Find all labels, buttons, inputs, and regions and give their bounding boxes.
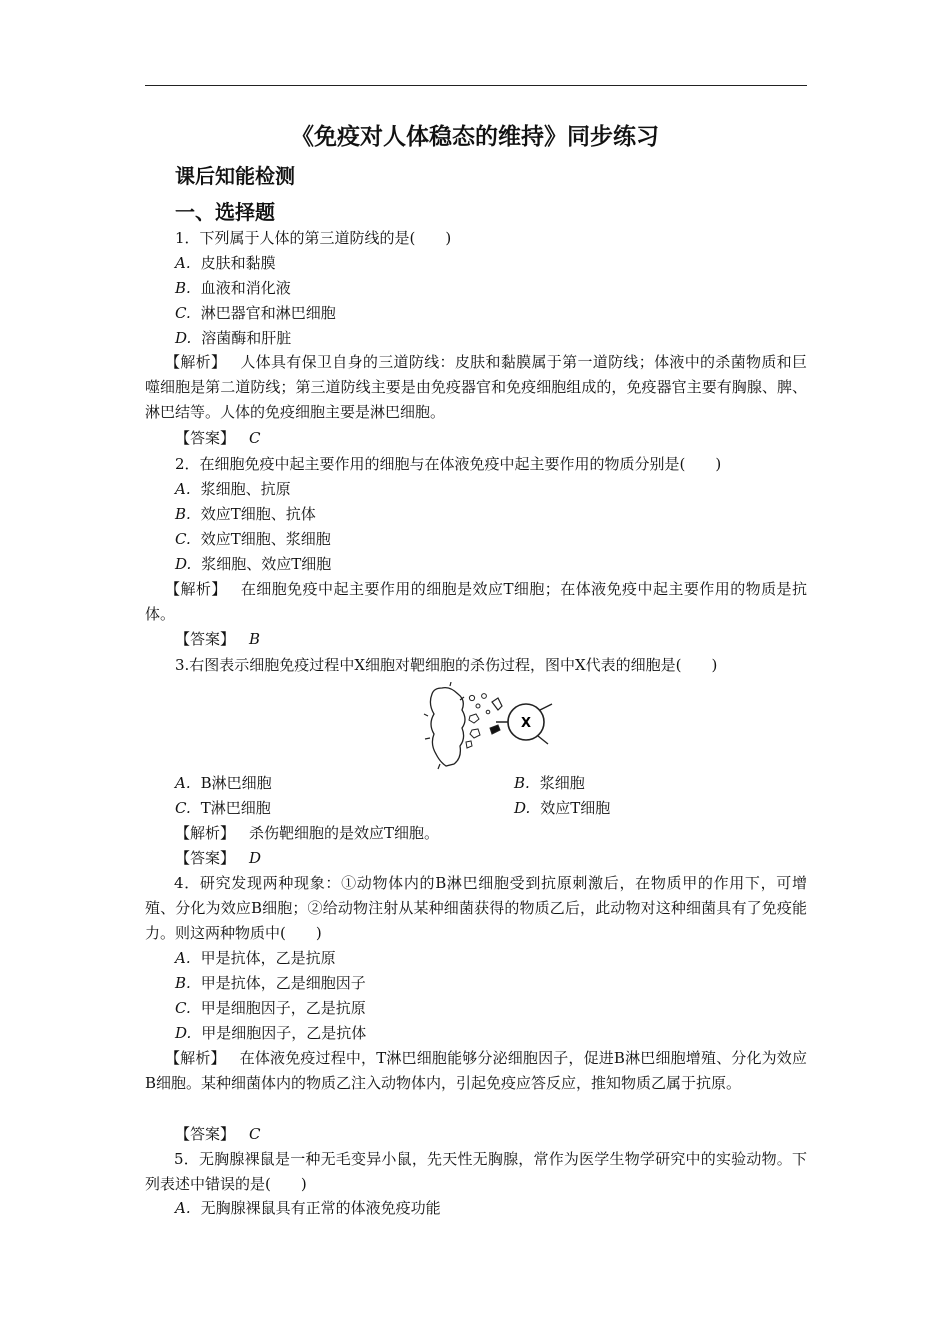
fragment — [466, 741, 472, 748]
q4-option-c: C. 甲是细胞因子，乙是抗原 — [175, 999, 366, 1017]
q3-stem: 3.右图表示细胞免疫过程中X细胞对靶细胞的杀伤过程，图中X代表的细胞是( ) — [175, 656, 718, 674]
q3-option-d: D. 效应T细胞 — [514, 799, 611, 817]
q2-option-b: B. 效应T细胞、抗体 — [175, 505, 316, 523]
x-cell-label: X — [520, 716, 532, 731]
fragment — [469, 714, 479, 723]
page-title: 《免疫对人体稳态的维持》同步练习 — [291, 124, 659, 150]
q2-option-c: C. 效应T细胞、浆细胞 — [175, 530, 331, 548]
q2-answer: 【答案】 B — [175, 630, 261, 648]
q4-option-b: B. 甲是抗体，乙是细胞因子 — [175, 974, 366, 992]
subsection-heading: 一、选择题 — [175, 200, 275, 224]
receptor — [490, 725, 500, 734]
q4-stem: 4．研究发现两种现象：①动物体内的B淋巴细胞受到抗原刺激后，在物质甲的作用下，可增殖、分化为效应B细胞；②给动物注射从某种细菌获得的物质乙后，此动物对这种细菌具有了免疫能力。则这两种物质中( ) — [145, 874, 807, 942]
q1-option-a: A. 皮肤和黏膜 — [175, 254, 276, 272]
fragment — [469, 695, 474, 700]
q1-option-b: B. 血液和消化液 — [175, 279, 291, 297]
target-cell — [430, 688, 465, 766]
q4-analysis: 【解析】 在体液免疫过程中，T淋巴细胞能够分泌细胞因子，促进B淋巴细胞增殖、分化为效应B细胞。某种细菌体内的物质乙注入动物体内，引起免疫应答反应，推知物质乙属于抗原。 — [145, 1049, 807, 1092]
fragment — [476, 704, 480, 708]
q3-option-b: B. 浆细胞 — [514, 774, 585, 792]
q1-answer: 【答案】 C — [175, 429, 261, 447]
fragment — [470, 729, 480, 738]
q2-analysis: 【解析】 在细胞免疫中起主要作用的细胞是效应T细胞；在体液免疫中起主要作用的物质是抗体。 — [145, 580, 807, 623]
q2-option-a: A. 浆细胞、抗原 — [175, 480, 291, 498]
q3-option-a: A. B淋巴细胞 — [175, 774, 272, 792]
q1-option-d: D. 溶菌酶和肝脏 — [175, 329, 292, 347]
receptor — [492, 698, 502, 710]
q5-stem: 5．无胸腺裸鼠是一种无毛变异小鼠，先天性无胸腺，常作为医学生物学研究中的实验动物。下列表述中错误的是( ) — [145, 1150, 807, 1193]
q2-stem: 2．在细胞免疫中起主要作用的细胞与在体液免疫中起主要作用的物质分别是( ) — [175, 455, 722, 473]
q2-option-d: D. 浆细胞、效应T细胞 — [175, 555, 332, 573]
q5-option-a: A. 无胸腺裸鼠具有正常的体液免疫功能 — [175, 1199, 441, 1217]
q4-option-d: D. 甲是细胞因子，乙是抗体 — [175, 1024, 367, 1042]
cell-killing-figure — [420, 682, 560, 772]
q1-option-c: C. 淋巴器官和淋巴细胞 — [175, 304, 336, 322]
q1-stem: 1．下列属于人体的第三道防线的是( ) — [175, 229, 452, 247]
section-heading: 课后知能检测 — [175, 164, 295, 188]
q3-answer: 【答案】 D — [175, 849, 262, 867]
q4-answer: 【答案】 C — [175, 1125, 261, 1143]
header-rule — [145, 85, 807, 86]
fragment — [482, 694, 487, 699]
q3-analysis: 【解析】 杀伤靶细胞的是效应T细胞。 — [175, 824, 440, 842]
q1-analysis: 【解析】 人体具有保卫自身的三道防线：皮肤和黏膜属于第一道防线；体液中的杀菌物质和巨噬细胞是第二道防线；第三道防线主要是由免疫器官和免疫细胞组成的，免疫器官主要有胸腺、脾、淋巴结等。人体的免疫细胞主要是淋巴细胞。 — [145, 353, 807, 421]
fragment — [486, 710, 490, 714]
q3-option-c: C. T淋巴细胞 — [175, 799, 271, 817]
q4-option-a: A. 甲是抗体，乙是抗原 — [175, 949, 336, 967]
